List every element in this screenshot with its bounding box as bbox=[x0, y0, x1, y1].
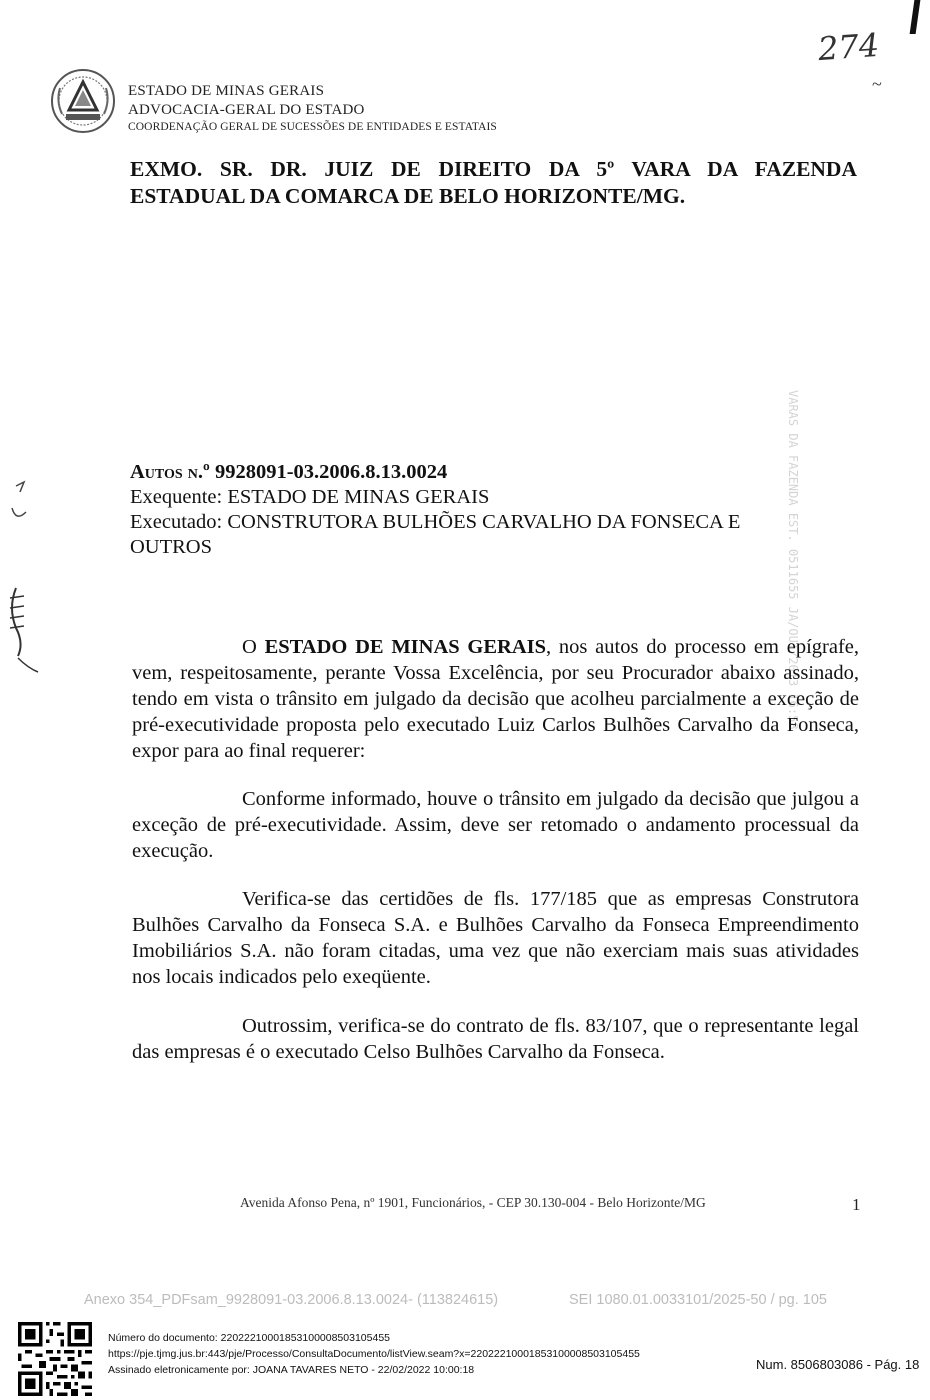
header-agency: ADVOCACIA-GERAL DO ESTADO bbox=[128, 102, 365, 118]
qr-code-icon bbox=[18, 1322, 92, 1396]
paragraph-1-start: O bbox=[242, 636, 265, 658]
document-page-ref: Num. 8506803086 - Pág. 18 bbox=[756, 1357, 920, 1372]
exequente-line bbox=[130, 485, 810, 510]
exequente-label: Exequente: bbox=[130, 486, 223, 508]
system-sei-ref: SEI 1080.01.0033101/2025-50 / pg. 105 bbox=[569, 1292, 827, 1308]
paragraph-1-rest: , nos autos do processo em epígrafe, vem, respeitosamente, perante Vossa Excelência, por seu Procurador abaixo assinado, tendo em vista o trânsito em julgado da decisão que acolheu parcialmente a exceção de pré-executividade proposta pelo executado Luiz Carlos Bulhões Carvalho da Fonseca, expor para ao final requerer: bbox=[132, 636, 860, 762]
electronic-signature: Assinado eletronicamente por: JOANA TAVARES NETO - 22/02/2022 10:00:18 bbox=[108, 1364, 475, 1376]
page-number: 1 bbox=[852, 1195, 861, 1214]
paragraph-2: Conforme informado, houve o trânsito em julgado da decisão que julgou a exceção de pré-executividade. Assim, deve ser retomado o andamento processual da execução. bbox=[132, 788, 859, 862]
folio-mark: ~ bbox=[872, 74, 882, 94]
corner-mark bbox=[910, 0, 921, 34]
exequente-name: ESTADO DE MINAS GERAIS bbox=[227, 486, 490, 508]
case-block bbox=[130, 460, 810, 560]
margin-handwriting-icon bbox=[2, 478, 42, 678]
document-url[interactable]: https://pje.tjmg.jus.br:443/pje/Processo/ConsultaDocumento/listView.seam?x=22022210001853100008503105455 bbox=[108, 1348, 640, 1360]
paragraph-1-party: ESTADO DE MINAS GERAIS bbox=[264, 636, 547, 658]
executado-name: CONSTRUTORA BULHÕES CARVALHO DA FONSECA E OUTROS bbox=[130, 511, 741, 558]
system-attachment-ref: Anexo 354_PDFsam_9928091-03.2006.8.13.0024- (113824615) bbox=[84, 1292, 499, 1308]
paragraph-1 bbox=[132, 634, 859, 764]
case-number-label: Autos n.º bbox=[130, 461, 210, 483]
document-number: Número do documento: 22022210001853100008503105455 bbox=[108, 1332, 390, 1344]
court-address-line1: EXMO. SR. DR. JUIZ DE DIREITO DA 5º VARA DA FAZENDA bbox=[130, 157, 857, 181]
folio-number: 274 bbox=[816, 25, 881, 69]
case-number-line bbox=[130, 460, 810, 485]
executado-line bbox=[130, 510, 810, 560]
protocol-stamp: VARAS DA FAZENDA EST. 0511655 JA/OUT/2013 16:58 bbox=[786, 390, 800, 730]
paragraph-3: Verifica-se das certidões de fls. 177/185 que as empresas Construtora Bulhões Carvalho da Fonseca S.A. e Bulhões Carvalho da Fonseca Empreendimento Imobiliários S.A. não foram citadas, uma vez que não exerciam mais suas atividades nos locais indicados pelo exeqüente. bbox=[132, 888, 859, 988]
case-number: 9928091-03.2006.8.13.0024 bbox=[214, 461, 448, 483]
court-address-line2: ESTADUAL DA COMARCA DE BELO HORIZONTE/MG. bbox=[130, 184, 686, 208]
executado-label: Executado: bbox=[130, 511, 223, 533]
court-address bbox=[130, 156, 857, 210]
state-seal-icon bbox=[50, 68, 116, 134]
header-state: ESTADO DE MINAS GERAIS bbox=[128, 83, 325, 99]
footer-address: Avenida Afonso Pena, nº 1901, Funcionários, - CEP 30.130-004 - Belo Horizonte/MG bbox=[240, 1195, 706, 1210]
header-department: COORDENAÇÃO GERAL DE SUCESSÕES DE ENTIDADES E ESTATAIS bbox=[128, 121, 497, 133]
paragraph-4: Outrossim, verifica-se do contrato de fls. 83/107, que o representante legal das empresas é o executado Celso Bulhões Carvalho da Fonseca. bbox=[132, 1015, 859, 1063]
